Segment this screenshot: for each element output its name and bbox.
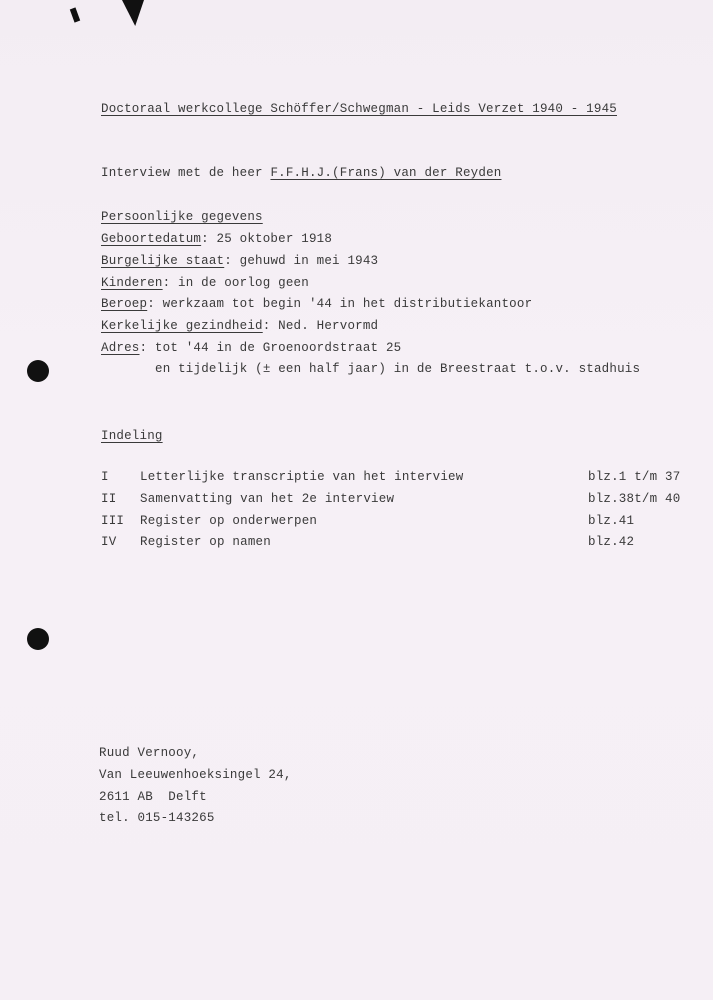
contents-item-title: Letterlijke transcriptie van het interview <box>140 470 464 484</box>
contents-item-number: I <box>101 470 109 484</box>
document-title: Doctoraal werkcollege Schöffer/Schwegman - Leids Verzet 1940 - 1945 <box>101 102 617 116</box>
field-value: : in de oorlog geen <box>162 276 309 290</box>
author-city: 2611 AB Delft <box>99 790 207 804</box>
contents-item-title: Register op namen <box>140 535 271 549</box>
contents-item-number: IV <box>101 535 117 549</box>
interview-line <box>101 165 501 181</box>
field-label: Kerkelijke gezindheid <box>101 319 263 333</box>
field-label: Beroep <box>101 297 148 311</box>
author-name: Ruud Vernooy, <box>99 746 200 760</box>
field-children <box>101 275 309 291</box>
contents-item-pages: blz.1 t/m 37 <box>588 470 681 484</box>
field-value: : werkzaam tot begin '44 in het distributiekantoor <box>147 297 533 311</box>
field-value: : Ned. Hervormd <box>262 319 379 333</box>
field-label: Adres <box>101 341 140 355</box>
field-religion <box>101 318 378 334</box>
field-occupation <box>101 296 532 312</box>
field-label: Burgelijke staat <box>101 254 225 268</box>
binder-hole-top <box>27 360 49 382</box>
contents-item-number: III <box>101 514 125 528</box>
field-address <box>101 340 401 356</box>
author-street: Van Leeuwenhoeksingel 24, <box>99 768 292 782</box>
field-value: : gehuwd in mei 1943 <box>224 254 379 268</box>
contents-item-number: II <box>101 492 117 506</box>
contents-item-pages: blz.38t/m 40 <box>588 492 681 506</box>
interview-prefix: Interview met de heer <box>101 166 271 180</box>
corner-mark-left <box>70 7 80 22</box>
field-value: : tot '44 in de Groenoordstraat 25 <box>139 341 402 355</box>
binder-hole-bottom <box>27 628 49 650</box>
contents-item-pages: blz.41 <box>588 514 635 528</box>
corner-mark-right <box>122 0 144 26</box>
contents-item-pages: blz.42 <box>588 535 635 549</box>
field-marital-status <box>101 253 378 269</box>
contents-item-title: Register op onderwerpen <box>140 514 318 528</box>
contents-heading: Indeling <box>101 429 163 443</box>
interviewee-name: F.F.H.J.(Frans) van der Reyden <box>270 166 502 180</box>
field-birthdate <box>101 231 332 247</box>
field-label: Geboortedatum <box>101 232 202 246</box>
address-line-2: en tijdelijk (± een half jaar) in de Breestraat t.o.v. stadhuis <box>155 362 641 376</box>
field-value: : 25 oktober 1918 <box>201 232 333 246</box>
field-label: Kinderen <box>101 276 163 290</box>
contents-item-title: Samenvatting van het 2e interview <box>140 492 395 506</box>
author-phone: tel. 015-143265 <box>99 811 215 825</box>
personal-heading: Persoonlijke gegevens <box>101 210 263 224</box>
